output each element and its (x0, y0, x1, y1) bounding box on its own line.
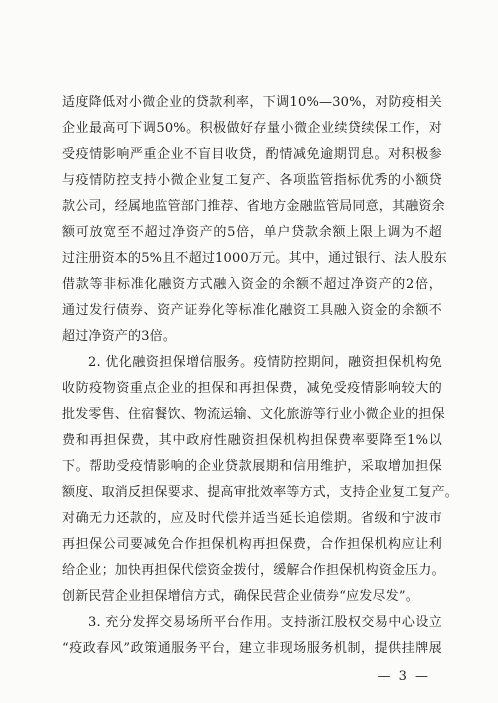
text-line: 受疫情影响严重企业不盲目收贷，酌情减免逾期罚息。对积极参 (62, 147, 442, 162)
text-line: 对确无力还款的，应及时代偿并适当延长追偿期。省级和宁波市 (62, 511, 442, 526)
text-line: 超过净资产的3倍。 (62, 329, 177, 344)
text-line: 创新民营企业担保增信方式，确保民营企业债券“应发尽发”。 (62, 589, 419, 604)
text-line: 企业最高可下调50%。积极做好存量小微企业续贷续保工作，对 (62, 121, 442, 136)
text-line: 批发零售、住宿餐饮、物流运输、文化旅游等行业小微企业的担保 (62, 407, 445, 422)
page-number: — 3 — (377, 669, 430, 684)
text-line: 下。帮助受疫情影响的企业贷款展期和信用维护，采取增加担保 (62, 459, 442, 474)
text-line: 过注册资本的5%且不超过1000万元。其中，通过银行、法人股东 (62, 251, 447, 266)
text-line: 收防疫物资重点企业的担保和再担保费，减免受疫情影响较大的 (62, 381, 442, 396)
text-line: 借款等非标准化融资方式融入资金的余额不超过净资产的2倍， (62, 277, 442, 292)
text-line: “疫政春风”政策通服务平台，建立非现场服务机制，提供挂牌展 (62, 641, 442, 656)
text-line: 适度降低对小微企业的贷款利率，下调10%—30%，对防疫相关 (62, 95, 442, 110)
section-heading-line: 2. 优化融资担保增信服务。疫情防控期间，融资担保机构免 (88, 355, 442, 370)
paragraph-1 (62, 90, 447, 350)
paragraph-3 (62, 610, 442, 662)
text-line: 再担保公司要减免合作担保机构再担保费，合作担保机构应让利 (62, 537, 442, 552)
text-line: 通过发行债券、资产证券化等标准化融资工具融入资金的余额不 (62, 303, 442, 318)
section-heading-line: 3. 充分发挥交易场所平台作用。支持浙江股权交易中心设立 (88, 615, 442, 630)
text-line: 款公司，经属地监管部门推荐、省地方金融监管局同意，其融资余 (62, 199, 445, 214)
text-line: 额度、取消反担保要求、提高审批效率等方式，支持企业复工复产。 (62, 485, 459, 500)
text-line: 给企业；加快再担保代偿资金拨付，缓解合作担保机构资金压力。 (62, 563, 445, 578)
text-line: 费和再担保费，其中政府性融资担保机构担保费率要降至1%以 (62, 433, 442, 448)
paragraph-2 (62, 350, 459, 610)
text-line: 与疫情防控支持小微企业复工复产、各项监管指标优秀的小额贷 (62, 173, 442, 188)
text-line: 额可放宽至不超过净资产的5倍，单户贷款余额上限上调为不超 (62, 225, 442, 240)
